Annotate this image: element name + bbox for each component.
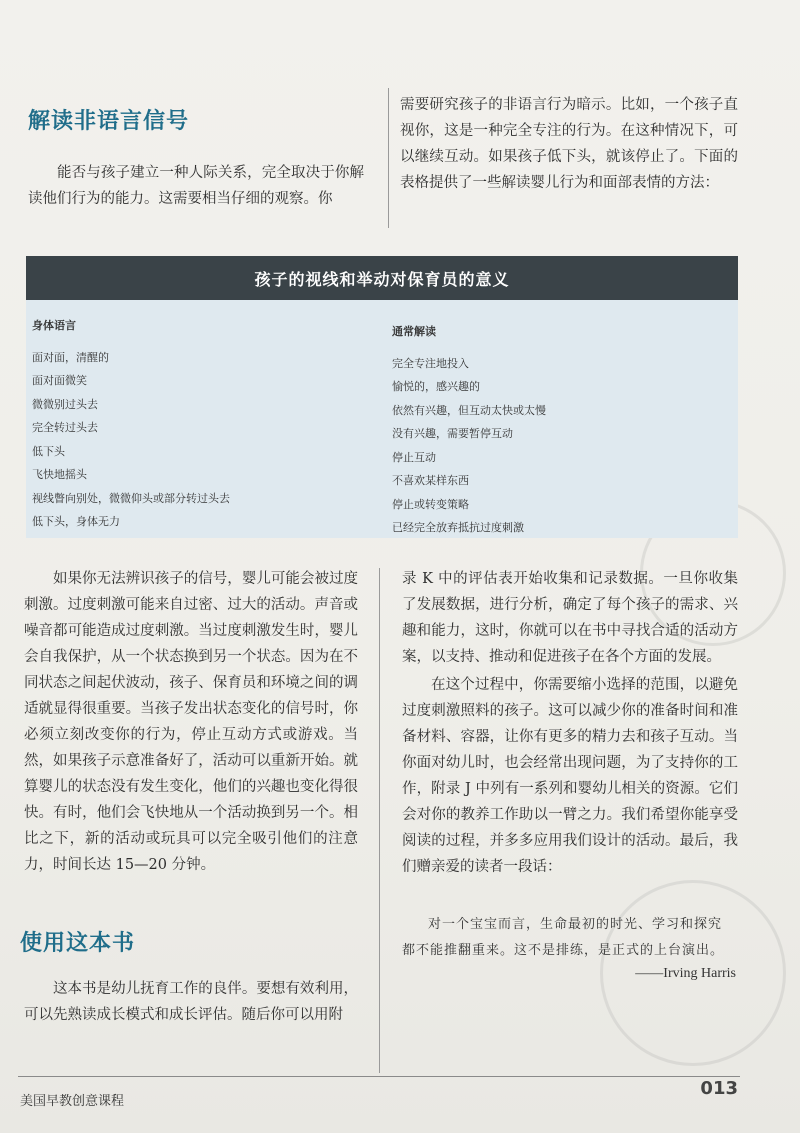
page-number: 013 xyxy=(700,1078,738,1099)
table-cell-body: 面对面，清醒的 xyxy=(32,350,109,364)
table-cell-meaning: 完全专注地投入 xyxy=(392,356,469,370)
interpretation-table xyxy=(26,256,738,538)
closing-quote: 对一个宝宝而言，生命最初的时光、学习和探究都不能推翻重来。这不是排练，是正式的上台演出。 xyxy=(402,917,725,958)
table-cell-body: 低下头，身体无力 xyxy=(32,515,120,528)
table-cell-body: 完全转过头去 xyxy=(32,421,98,434)
table-cell-body: 视线瞥向别处，微微仰头或部分转过头去 xyxy=(32,491,230,505)
table-title: 孩子的视线和举动对保育员的意义 xyxy=(26,256,738,300)
table-cell-meaning: 不喜欢某样东西 xyxy=(392,474,469,487)
section-heading-using-book: 使用这本书 xyxy=(20,931,136,956)
table-cell-meaning: 停止或转变策略 xyxy=(392,497,469,511)
table-cell-body: 微微别过头去 xyxy=(32,397,98,411)
column-divider xyxy=(388,88,389,228)
body-paragraph-right-1: 录 K 中的评估表开始收集和记录数据。一旦你收集了发展数据，进行分析，确定了每个孩子的需求、兴趣和能力，这时，你就可以在书中寻找合适的活动方案，以支持、推动和促进孩子在各个方面的发展。 xyxy=(402,571,738,665)
body-language-column xyxy=(32,314,230,534)
table-cell-meaning: 愉悦的，感兴趣的 xyxy=(392,380,480,393)
table-cell-meaning: 停止互动 xyxy=(392,450,436,464)
reading-paragraph-right: 需要研究孩子的非语言行为暗示。比如，一个孩子直视你，这是一种完全专注的行为。在这种情况下，可以继续互动。如果孩子低下头，就该停止了。下面的表格提供了一些解读婴儿行为和面部表情的方法： xyxy=(400,97,738,191)
column-header-interpretation: 通常解读 xyxy=(392,325,436,338)
table-cell-body: 飞快地摇头 xyxy=(32,468,87,481)
body-paragraph-left: 如果你无法辨识孩子的信号，婴儿可能会被过度刺激。过度刺激可能来自过密、过大的活动。声音或噪音都可能造成过度刺激。当过度刺激发生时，婴儿会自我保护，从一个状态换到另一个状态。因为在不同状态之间起伏波动，孩子、保育员和环境之间的调适就显得很重要。当孩子发出状态变化的信号时，你必须立刻改变你的行为，停止互动方式或游戏。当然，如果孩子示意准备好了，活动可以重新开始。就算婴儿的状态没有发生变化，他们的兴趣也变化得很快。有时，他们会飞快地从一个活动换到另一个。相比之下，新的活动或玩具可以完全吸引他们的注意力，时间长达 15—20 分钟。 xyxy=(24,571,358,873)
table-cell-meaning: 没有兴趣，需要暂停互动 xyxy=(392,427,513,440)
table-cell-body: 面对面微笑 xyxy=(32,374,87,387)
using-paragraph: 这本书是幼儿抚育工作的良伴。要想有效利用，可以先熟读成长模式和成长评估。随后你可以用附 xyxy=(24,981,358,1023)
quote-author: ——Irving Harris xyxy=(635,966,736,981)
table-cell-body: 低下头 xyxy=(32,444,65,458)
section-heading-reading: 解读非语言信号 xyxy=(28,109,190,134)
footer-rule xyxy=(18,1076,740,1077)
footer-book-title: 美国早教创意课程 xyxy=(20,1094,125,1109)
interpretation-column xyxy=(392,320,546,540)
column-header-body-language: 身体语言 xyxy=(32,319,76,332)
column-divider xyxy=(379,568,380,1073)
table-cell-meaning: 已经完全放弃抵抗过度刺激 xyxy=(392,521,524,534)
table-cell-meaning: 依然有兴趣，但互动太快或太慢 xyxy=(392,403,546,417)
reading-paragraph-left: 能否与孩子建立一种人际关系，完全取决于你解读他们行为的能力。这需要相当仔细的观察。你 xyxy=(28,165,364,207)
body-paragraph-right-2: 在这个过程中，你需要缩小选择的范围，以避免过度刺激照料的孩子。这可以减少你的准备时间和准备材料、容器，让你有更多的精力去和孩子互动。当你面对幼儿时，也会经常出现问题，为了支持你的工作，附录 J 中列有一系列和婴幼儿相关的资源。它们会对你的教养工作助以一臂之力。我们希望你能享受阅读的过程，并多多应用我们设计的活动。最后，我们赠亲爱的读者一段话： xyxy=(402,677,738,875)
